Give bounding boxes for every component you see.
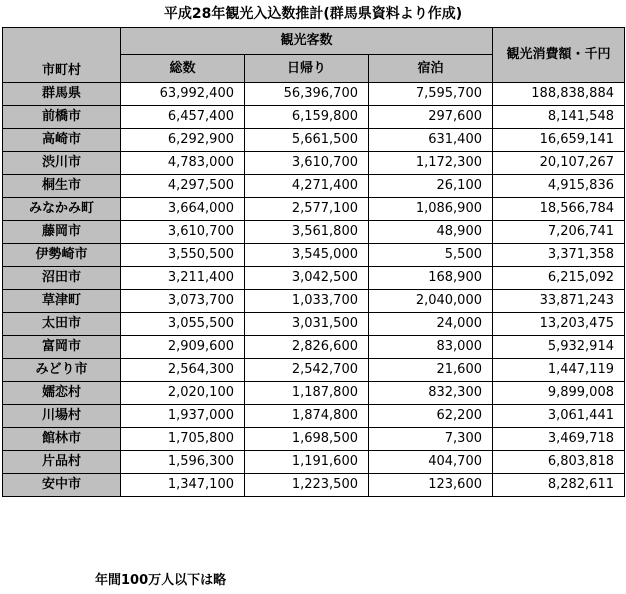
day-trip-cell: 3,545,000 [245,244,369,267]
city-name-cell: 片品村 [3,451,121,474]
day-trip-cell: 1,874,800 [245,405,369,428]
day-trip-cell: 2,577,100 [245,198,369,221]
total-cell: 3,211,400 [121,267,245,290]
table-row [3,428,625,451]
overnight-cell: 2,040,000 [369,290,493,313]
day-trip-cell: 3,610,700 [245,152,369,175]
total-cell: 1,596,300 [121,451,245,474]
spending-cell: 6,803,818 [493,451,625,474]
overnight-cell: 26,100 [369,175,493,198]
overnight-cell: 83,000 [369,336,493,359]
city-name-cell: 太田市 [3,313,121,336]
spending-cell: 6,215,092 [493,267,625,290]
city-name-cell: 群馬県 [3,83,121,106]
spending-cell: 18,566,784 [493,198,625,221]
city-name-cell: みなかみ町 [3,198,121,221]
spending-cell: 8,141,548 [493,106,625,129]
total-cell: 3,550,500 [121,244,245,267]
total-cell: 4,783,000 [121,152,245,175]
spending-cell: 8,282,611 [493,474,625,497]
header-total: 総数 [121,55,245,83]
table-row [3,152,625,175]
day-trip-cell: 3,042,500 [245,267,369,290]
total-cell: 4,297,500 [121,175,245,198]
day-trip-cell: 5,661,500 [245,129,369,152]
total-cell: 3,073,700 [121,290,245,313]
table-row [3,451,625,474]
table-row [3,221,625,244]
day-trip-cell: 56,396,700 [245,83,369,106]
overnight-cell: 631,400 [369,129,493,152]
table-row [3,175,625,198]
overnight-cell: 1,086,900 [369,198,493,221]
table-row [3,83,625,106]
header-city [3,28,121,83]
overnight-cell: 5,500 [369,244,493,267]
overnight-cell: 832,300 [369,382,493,405]
overnight-cell: 123,600 [369,474,493,497]
spending-cell: 7,206,741 [493,221,625,244]
table-title: 平成28年観光入込数推計(群馬県資料より作成) [163,6,463,22]
table-row [3,106,625,129]
city-name-cell: 渋川市 [3,152,121,175]
city-name-cell: 藤岡市 [3,221,121,244]
spending-cell: 188,838,884 [493,83,625,106]
day-trip-cell: 2,826,600 [245,336,369,359]
header-visitors-group: 観光客数 [121,28,493,55]
total-cell: 2,020,100 [121,382,245,405]
spending-cell: 3,469,718 [493,428,625,451]
spending-cell: 4,915,836 [493,175,625,198]
day-trip-cell: 6,159,800 [245,106,369,129]
overnight-cell: 62,200 [369,405,493,428]
city-name-cell: 前橋市 [3,106,121,129]
spending-cell: 16,659,141 [493,129,625,152]
overnight-cell: 48,900 [369,221,493,244]
table-row [3,244,625,267]
day-trip-cell: 1,187,800 [245,382,369,405]
day-trip-cell: 2,542,700 [245,359,369,382]
day-trip-cell: 3,561,800 [245,221,369,244]
city-name-cell: 富岡市 [3,336,121,359]
spending-cell: 5,932,914 [493,336,625,359]
total-cell: 3,610,700 [121,221,245,244]
total-cell: 6,457,400 [121,106,245,129]
header-day-trip: 日帰り [245,55,369,83]
table-row [3,267,625,290]
spending-cell: 20,107,267 [493,152,625,175]
overnight-cell: 7,300 [369,428,493,451]
overnight-cell: 21,600 [369,359,493,382]
day-trip-cell: 4,271,400 [245,175,369,198]
day-trip-cell: 1,223,500 [245,474,369,497]
overnight-cell: 7,595,700 [369,83,493,106]
footnote: 年間100万人以下は略 [95,573,227,588]
table-row [3,474,625,497]
overnight-cell: 168,900 [369,267,493,290]
spending-cell: 9,899,008 [493,382,625,405]
header-city-label: 市町村 [41,63,81,78]
total-cell: 1,705,800 [121,428,245,451]
table-row [3,129,625,152]
header-spending: 観光消費額・千円 [493,28,625,83]
overnight-cell: 24,000 [369,313,493,336]
city-name-cell: 沼田市 [3,267,121,290]
spending-cell: 13,203,475 [493,313,625,336]
total-cell: 6,292,900 [121,129,245,152]
city-name-cell: 伊勢崎市 [3,244,121,267]
city-name-cell: 安中市 [3,474,121,497]
total-cell: 2,909,600 [121,336,245,359]
total-cell: 2,564,300 [121,359,245,382]
total-cell: 63,992,400 [121,83,245,106]
tourism-table [2,27,625,497]
spending-cell: 3,061,441 [493,405,625,428]
overnight-cell: 297,600 [369,106,493,129]
total-cell: 1,347,100 [121,474,245,497]
table-row [3,382,625,405]
city-name-cell: みどり市 [3,359,121,382]
table-body [3,83,625,497]
table-row [3,198,625,221]
city-name-cell: 桐生市 [3,175,121,198]
total-cell: 3,055,500 [121,313,245,336]
day-trip-cell: 1,033,700 [245,290,369,313]
total-cell: 3,664,000 [121,198,245,221]
city-name-cell: 川場村 [3,405,121,428]
city-name-cell: 高崎市 [3,129,121,152]
spending-cell: 33,871,243 [493,290,625,313]
city-name-cell: 草津町 [3,290,121,313]
day-trip-cell: 3,031,500 [245,313,369,336]
table-row [3,405,625,428]
city-name-cell: 館林市 [3,428,121,451]
total-cell: 1,937,000 [121,405,245,428]
table-row [3,290,625,313]
day-trip-cell: 1,698,500 [245,428,369,451]
day-trip-cell: 1,191,600 [245,451,369,474]
table-row [3,336,625,359]
header-overnight: 宿泊 [369,55,493,83]
overnight-cell: 404,700 [369,451,493,474]
spending-cell: 1,447,119 [493,359,625,382]
table-row [3,359,625,382]
city-name-cell: 嬬恋村 [3,382,121,405]
overnight-cell: 1,172,300 [369,152,493,175]
table-row [3,313,625,336]
spending-cell: 3,371,358 [493,244,625,267]
